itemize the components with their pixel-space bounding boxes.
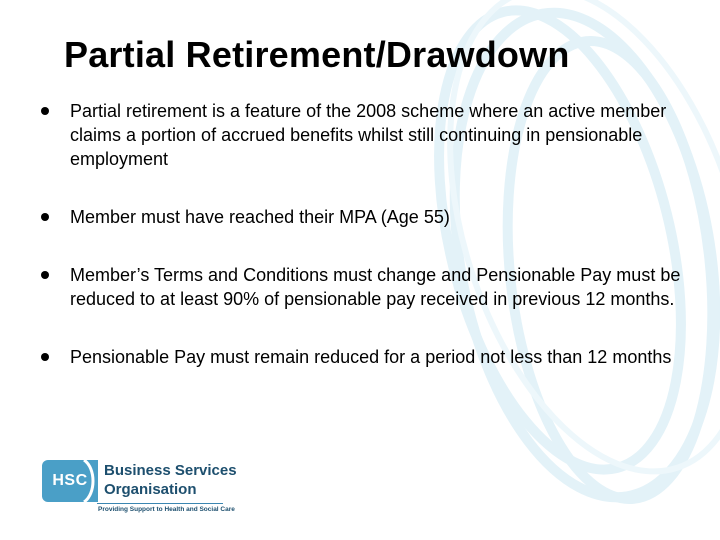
bullet-text: Partial retirement is a feature of the 2008 scheme where an active member claims a portion of accrued benefits whilst still continuing in pensionable employment: [70, 101, 667, 169]
logo-tagline: Providing Support to Health and Social Care: [98, 506, 235, 513]
logo-divider: [97, 503, 223, 504]
bullet-item: [40, 205, 690, 229]
bullet-list: [40, 99, 690, 369]
bullet-item: [40, 345, 690, 369]
bullet-dot-icon: [41, 353, 49, 361]
bullet-dot-icon: [41, 271, 49, 279]
bullet-item: [40, 263, 690, 311]
bullet-text: Pensionable Pay must remain reduced for a period not less than 12 months: [70, 347, 672, 367]
logo-name-line2: Organisation: [104, 481, 197, 498]
bullet-text: Member must have reached their MPA (Age 55): [70, 207, 450, 227]
bullet-text: Member’s Terms and Conditions must change and Pensionable Pay must be reduced to at least 90% of pensionable pay received in previous 12 months.: [70, 265, 681, 309]
logo-badge: HSC: [42, 460, 98, 502]
bullet-item: [40, 99, 690, 171]
slide-title: Partial Retirement/Drawdown: [64, 34, 570, 75]
hsc-bso-logo: [42, 460, 242, 520]
logo-swoosh-icon: [82, 460, 100, 502]
bullet-dot-icon: [41, 107, 49, 115]
bullet-dot-icon: [41, 213, 49, 221]
logo-name-line1: Business Services: [104, 462, 237, 479]
